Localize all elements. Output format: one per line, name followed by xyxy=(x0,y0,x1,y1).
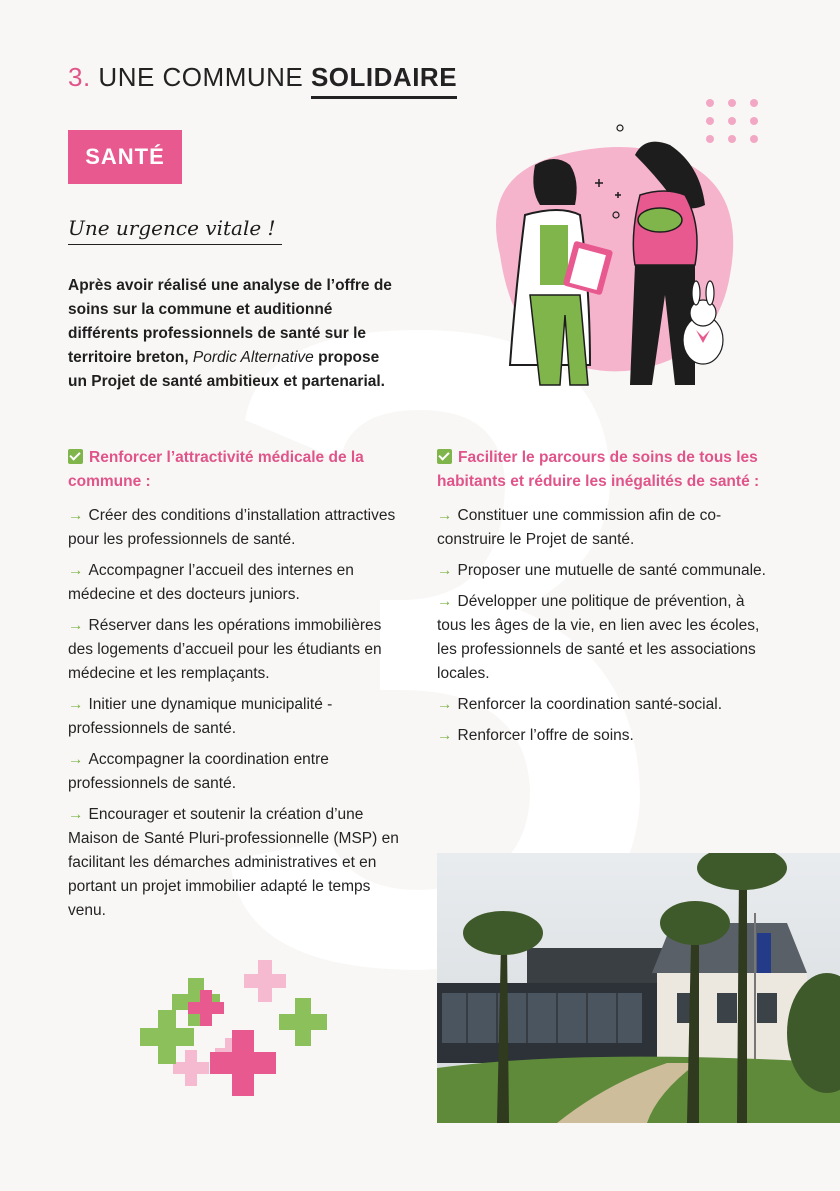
list-item-text: Proposer une mutuelle de santé communale. xyxy=(457,562,766,579)
list-item-text: Accompagner la coordination entre professionnels de santé. xyxy=(68,751,329,792)
dots-icon xyxy=(706,99,758,143)
section-label: SANTÉ xyxy=(68,130,182,184)
left-column-title-text: Renforcer l’attractivité médicale de la commune : xyxy=(68,449,364,490)
arrow-right-icon: → xyxy=(437,727,453,744)
left-column xyxy=(68,446,408,930)
list-item xyxy=(437,693,777,717)
list-item xyxy=(437,590,777,686)
list-item xyxy=(68,504,408,552)
list-item xyxy=(437,559,777,583)
arrow-right-icon: → xyxy=(437,562,453,579)
page-heading xyxy=(68,62,457,99)
list-item-text: Encourager et soutenir la création d’une Maison de Santé Pluri-professionnelle (MSP) en facilitant les démarches administratives et en portant un projet immobilier adapté le temps venu. xyxy=(68,806,399,919)
right-column-title-text: Faciliter le parcours de soins de tous les habitants et réduire les inégalités de santé : xyxy=(437,449,760,490)
list-item-text: Constituer une commission afin de co-construire le Projet de santé. xyxy=(437,507,722,548)
heading-bold: SOLIDAIRE xyxy=(311,62,457,99)
list-item-text: Créer des conditions d’installation attractives pour les professionnels de santé. xyxy=(68,507,396,548)
right-column-title xyxy=(437,446,777,494)
arrow-right-icon: → xyxy=(68,562,84,579)
list-item-text: Renforcer l’offre de soins. xyxy=(457,727,634,744)
intro-paragraph xyxy=(68,274,398,394)
list-item xyxy=(68,693,408,741)
heading-prefix: UNE COMMUNE xyxy=(90,62,311,92)
heading-number: 3. xyxy=(68,62,91,92)
arrow-right-icon: → xyxy=(68,806,84,823)
medical-cross-icons xyxy=(140,950,340,1130)
arrow-right-icon: → xyxy=(437,696,453,713)
list-item-text: Accompagner l’accueil des internes en médecine et des docteurs juniors. xyxy=(68,562,354,603)
arrow-right-icon: → xyxy=(68,507,84,524)
intro-text-before: Après avoir réalisé une analyse de l’offre de soins sur la commune et auditionné différents professionnels de santé sur le territoire breton, xyxy=(68,277,392,366)
list-item xyxy=(68,614,408,686)
arrow-right-icon: → xyxy=(437,593,453,610)
building-photo xyxy=(437,853,840,1123)
right-column xyxy=(437,446,777,755)
arrow-right-icon: → xyxy=(437,507,453,524)
arrow-right-icon: → xyxy=(68,751,84,768)
left-column-title xyxy=(68,446,408,494)
doctor-mother-illustration xyxy=(470,95,770,395)
list-item-text: Réserver dans les opérations immobilières des logements d’accueil pour les étudiants en médecine et les remplaçants. xyxy=(68,617,382,682)
list-item xyxy=(68,803,408,923)
arrow-right-icon: → xyxy=(68,617,84,634)
list-item xyxy=(437,724,777,748)
list-item xyxy=(68,748,408,796)
list-item-text: Développer une politique de prévention, à tous les âges de la vie, en lien avec les écoles, les professionnels de santé et les associations locales. xyxy=(437,593,760,682)
list-item xyxy=(68,559,408,607)
intro-text-after: propose un Projet de santé ambitieux et partenarial. xyxy=(68,349,385,390)
checkbox-icon xyxy=(68,449,83,464)
list-item-text: Initier une dynamique municipalité - professionnels de santé. xyxy=(68,696,333,737)
list-item-text: Renforcer la coordination santé-social. xyxy=(457,696,722,713)
subtitle: Une urgence vitale ! xyxy=(68,216,282,245)
checkbox-icon xyxy=(437,449,452,464)
arrow-right-icon: → xyxy=(68,696,84,713)
intro-italic: Pordic Alternative xyxy=(192,349,314,366)
list-item xyxy=(437,504,777,552)
